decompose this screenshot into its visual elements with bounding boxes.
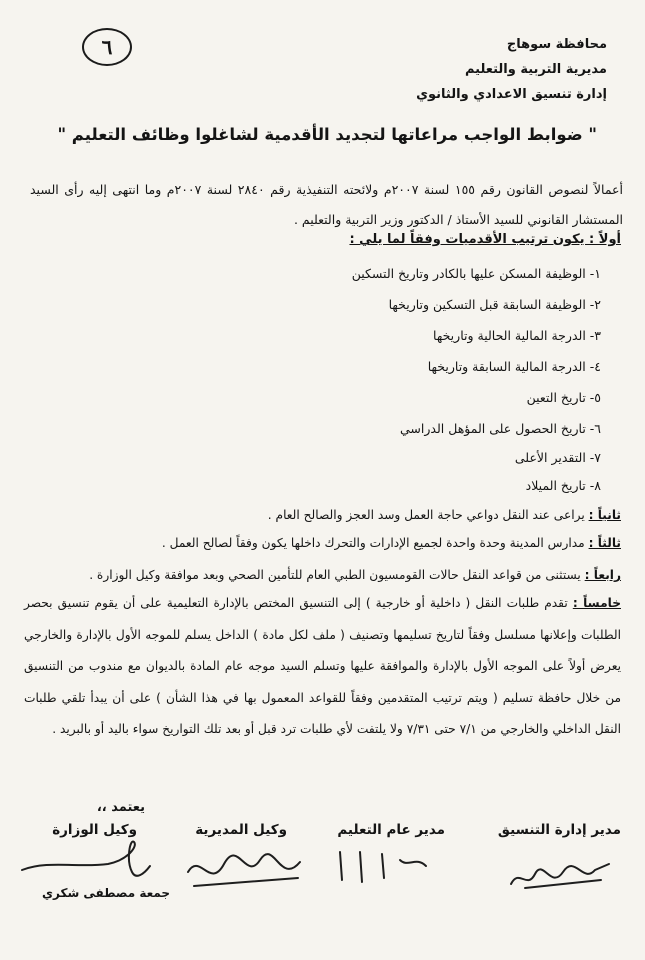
intro-paragraph: أعمالاً لنصوص القانون رقم ١٥٥ لسنة ٢٠٠٧م ولائحته التنفيذية رقم ٢٨٤٠ لسنة ٢٠٠٧م وما انتهى إليه رأى السيد المستشار القانوني للسيد الأستاذ / الدكتور وزير التربية والتعليم .	[30, 182, 623, 227]
section-2-text: يراعى عند النقل دواعي حاجة العمل وسد العجز والصالح العام .	[267, 508, 585, 522]
letterhead	[347, 32, 607, 107]
section-2	[22, 500, 621, 530]
signature-education-icon	[330, 840, 440, 890]
section-5-text: تقدم طلبات النقل ( داخلية أو خارجية ) إلى التنسيق المختص بالإدارة التعليمية على أن يقوم تنسيق بحصر الطلبات وإعلانها مسلسل وفقاً لتاريخ تسليمها وتصنيف ( ملف لكل مادة ) الداخل يسلم للموجه الأول بالإدارة والخارجي يعرض أولاً على الموجه الأول بالإدارة والموافقة عليها وتسلم السيد موجه عام المادة بالديوان مع مندوب من التنسيق من خلال حافظة تسليم ( ويتم ترتيب المتقدمين وفقاً للقواعد المعمول بها في هذا الشأن ) على أن يبدأ تلقي طلبات النقل الداخلي والخارجي من ٧/١ حتى ٧/٣١ ولا يلتفت لأي طلبات ترد قبل أو بعد تلك التواريخ سواء باليد أو بالبريد .	[24, 596, 621, 736]
directorate-name: مديرية التربية والتعليم	[464, 62, 607, 77]
signature-directorate-icon	[180, 842, 310, 897]
list-item: ٣- الدرجة المالية الحالية وتاريخها	[433, 328, 601, 343]
signature-coordination-icon	[505, 850, 615, 900]
signature-label-coordination: مدير إدارة التنسيق	[497, 822, 621, 838]
list-item: ٢- الوظيفة السابقة قبل التسكين وتاريخها	[388, 297, 601, 312]
governorate-name: محافظة سوهاج	[506, 37, 607, 52]
section-3-text: مدارس المدينة وحدة واحدة لجميع الإدارات والتحرك داخلها يكون وفقاً لصالح العمل .	[161, 536, 585, 550]
list-item: ١- الوظيفة المسكن عليها بالكادر وتاريخ التسكين	[351, 266, 601, 281]
deputy-minister-name: جمعة مصطفى شكري	[42, 886, 171, 900]
document-title: " ضوابط الواجب مراعاتها لتجديد الأقدمية لشاغلوا وظائف التعليم "	[57, 125, 597, 144]
page-number-circle: ٦	[82, 28, 132, 66]
section-3	[22, 528, 621, 558]
department-name: إدارة تنسيق الاعدادي والثانوي	[416, 87, 607, 102]
list-item: ٥- تاريخ التعين	[526, 390, 601, 405]
signature-label-education: مدير عام التعليم	[337, 822, 445, 838]
section-4-label: رابعاً :	[584, 568, 621, 582]
list-item: ٨- تاريخ الميلاد	[525, 478, 601, 493]
list-item: ٦- تاريخ الحصول على المؤهل الدراسي	[400, 421, 601, 436]
section-3-label: ثالثاً :	[588, 536, 621, 550]
section-2-label: ثانياً :	[588, 508, 621, 522]
signature-label-ministry: وكيل الوزارة	[52, 822, 137, 838]
signature-ministry-icon	[18, 838, 158, 888]
section-4-text: يستثنى من قواعد النقل حالات القومسيون الطبي العام للتأمين الصحي وبعد موافقة وكيل الوزارة .	[89, 568, 581, 582]
section-1-heading: أولاً : يكون ترتيب الأقدميات وفقاً لما يلي :	[349, 232, 621, 247]
section-4	[22, 560, 621, 590]
section-5	[24, 588, 621, 746]
list-item: ٤- الدرجة المالية السابقة وتاريخها	[427, 359, 601, 374]
approval-note: يعتمد ،،	[96, 800, 145, 815]
list-item: ٧- التقدير الأعلى	[514, 450, 601, 465]
signature-label-directorate: وكيل المديرية	[195, 822, 287, 838]
section-5-label: خامساً :	[572, 596, 621, 610]
